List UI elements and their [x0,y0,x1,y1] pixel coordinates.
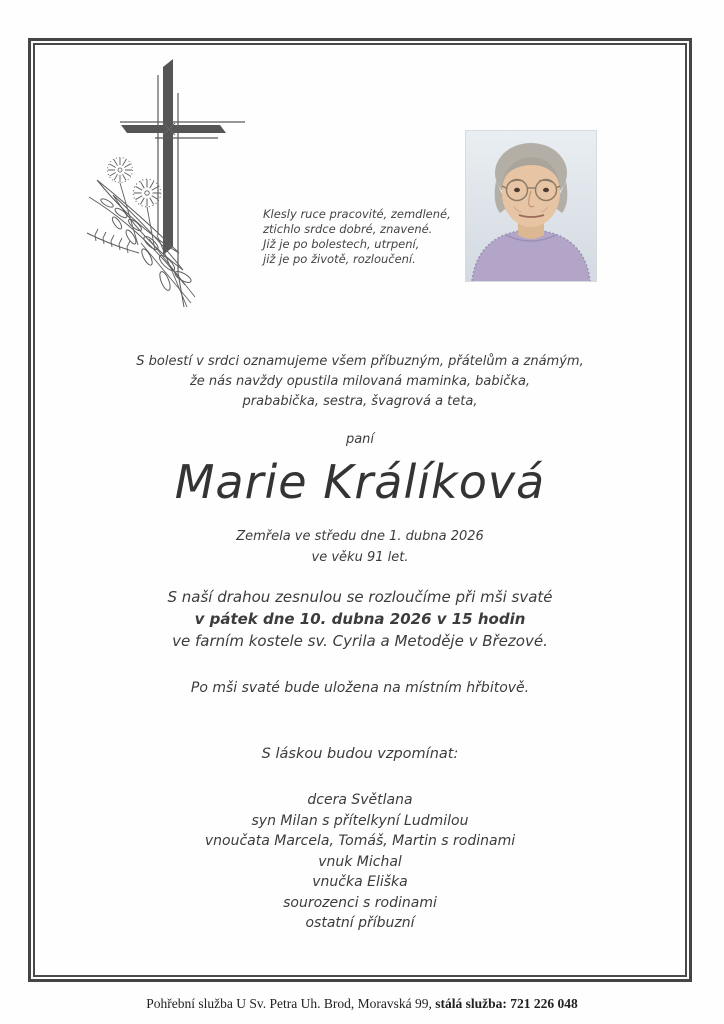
deceased-title-prefix: paní [345,432,375,447]
verse-line: ztichlo srdce dobré, znavené. [263,222,433,236]
mourner-line: sourozenci s rodinami [283,894,437,911]
farewell-place-line: ve farním kostele sv. Cyrila a Metoděje v Březové. [172,632,548,650]
announcement-line: prababička, sestra, švagrová a teta, [242,394,478,409]
obituary-content [35,45,685,975]
verse-line: Klesly ruce pracovité, zemdlené, [263,207,451,221]
mourner-line: ostatní příbuzní [305,915,415,931]
announcement-text [35,352,685,412]
top-section [35,45,685,345]
announcement-line: S bolestí v srdci oznamujeme všem příbuzným, přátelům a známým, [136,354,584,369]
farewell-date-line: v pátek dne 10. dubna 2026 v 15 hodin [194,610,526,628]
mourner-line: vnoučata Marcela, Tomáš, Martin s rodinami [204,833,516,849]
mourners-list [35,790,685,934]
decorative-frame-inner [33,43,687,977]
funeral-service-footer [0,996,724,1012]
memorial-verse [263,207,451,267]
verse-line: již je po životě, rozloučení. [263,252,416,266]
verse-line: Již je po bolestech, utrpení, [263,237,420,251]
remembrance-heading: S láskou budou vzpomínat: [261,746,459,762]
farewell-line: S naší drahou zesnulou se rozloučíme při mši svaté [167,588,553,606]
portrait-photo [466,131,596,281]
mourner-line: dcera Světlana [307,792,413,808]
mourner-line: syn Milan s přítelkyní Ludmilou [251,812,469,829]
death-age-line: ve věku 91 let. [311,550,409,565]
cross-and-flowers-icon [83,45,278,330]
burial-text: Po mši svaté bude uložena na místním hřbitově. [190,680,530,696]
death-date-text [35,526,685,568]
mourner-line: vnučka Eliška [312,874,408,890]
mourner-line: vnuk Michal [318,853,402,870]
decorative-frame [28,38,692,982]
death-date-line: Zemřela ve středu dne 1. dubna 2026 [236,529,484,544]
announcement-line: že nás navždy opustila milovaná maminka, babička, [189,374,531,389]
funeral-service-name: Pohřební služba U Sv. Petra Uh. Brod, Moravská 99, [146,996,432,1011]
farewell-ceremony-text [35,586,685,652]
funeral-service-phone: stálá služba: 721 226 048 [435,996,578,1011]
deceased-name: Marie Králíková [174,455,546,509]
